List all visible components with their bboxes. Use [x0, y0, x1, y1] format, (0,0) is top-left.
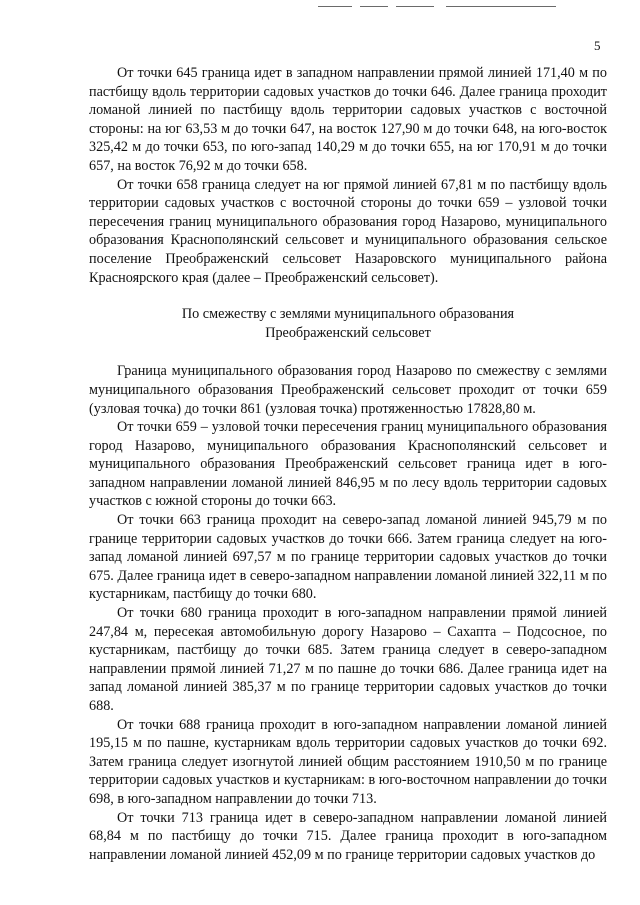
paragraph: От точки 713 граница идет в северо-западном направлении ломаной линией 68,84 м по пастбищу до точки 715. Далее граница проходит в юго-западном направлении ломаной линией 452,09 м по границе территории садовых участков до	[89, 809, 607, 863]
paragraph: От точки 663 граница проходит на северо-запад ломаной линией 945,79 м по границе территории садовых участков до точки 666. Затем граница следует на юго-запад ломаной линией 697,57 м по границе территории садовых участков до точки 675. Далее граница идет в северо-западном направлении ломаной линией 322,11 м по кустарникам, пастбищу до точки 680.	[89, 512, 607, 603]
paragraph: От точки 659 – узловой точки пересечения границ муниципального образования город Назарово, муниципального образования Краснополянский сельсовет и муниципального образования Преображенский сельсовет граница идет в юго-западном направлении ломаной линией 846,95 м по лесу вдоль территории садовых участков с южной стороны до точки 663.	[89, 419, 607, 510]
paragraph: От точки 658 граница следует на юг прямой линией 67,81 м по пастбищу вдоль территории садовых участков с восточной стороны до точки 659 – узловой точки пересечения границ муниципального образования город Назарово, муниципального образования Краснополянский сельсовет и муниципального образования сельское поселение Преображенский сельсовет Назаровского муниципального района Красноярского края (далее – Преображенский сельсовет).	[89, 176, 607, 286]
paragraph: Граница муниципального образования город Назарово по смежеству с землями муниципального образования Преображенский сельсовет проходит от точки 659 (узловая точка) до точки 861 (узловая точка) протяженностью 17828,80 м.	[89, 363, 607, 417]
document-body	[89, 64, 607, 864]
header-rule	[446, 6, 556, 7]
header-rule	[318, 6, 352, 7]
section-heading-line: По смежеству с землями муниципального образования	[181, 306, 515, 323]
paragraph: От точки 688 граница проходит в юго-западном направлении ломаной линией 195,15 м по пашне, кустарникам вдоль территории садовых участков до точки 692. Затем граница следует изогнутой линией общим расстоянием 1910,50 м по границе территории садовых участков и кустарникам: в юго-восточном направлении до точки 698, в юго-западном направлении до точки 713.	[89, 716, 607, 807]
section-heading	[89, 305, 607, 342]
paragraph: От точки 680 граница проходит в юго-западном направлении прямой линией 247,84 м, пересекая автомобильную дорогу Назарово – Сахапта – Подсосное, по кустарникам, пастбищу до точки 685. Затем граница следует в северо-западном направлении прямой линией 71,27 м по пашне до точки 686. Далее граница идет на запад ломаной линией 385,37 м по границе территории садовых участков до точки 688.	[89, 605, 607, 714]
page-number: 5	[594, 38, 601, 53]
paragraph: От точки 645 граница идет в западном направлении прямой линией 171,40 м по пастбищу вдоль территории садовых участков до точки 646. Далее граница проходит ломаной линией по пастбищу вдоль территории садовых участков с восточной стороны: на юг 63,53 м до точки 647, на восток 127,90 м до точки 648, на юго-восток 325,42 м до точки 653, по юго-запад 140,29 м до точки 655, на юг 170,91 м до точки 657, на восток 76,92 м до точки 658.	[89, 65, 607, 174]
section-heading-line: Преображенский сельсовет	[265, 324, 431, 341]
header-rule	[396, 6, 434, 7]
header-rule	[360, 6, 388, 7]
